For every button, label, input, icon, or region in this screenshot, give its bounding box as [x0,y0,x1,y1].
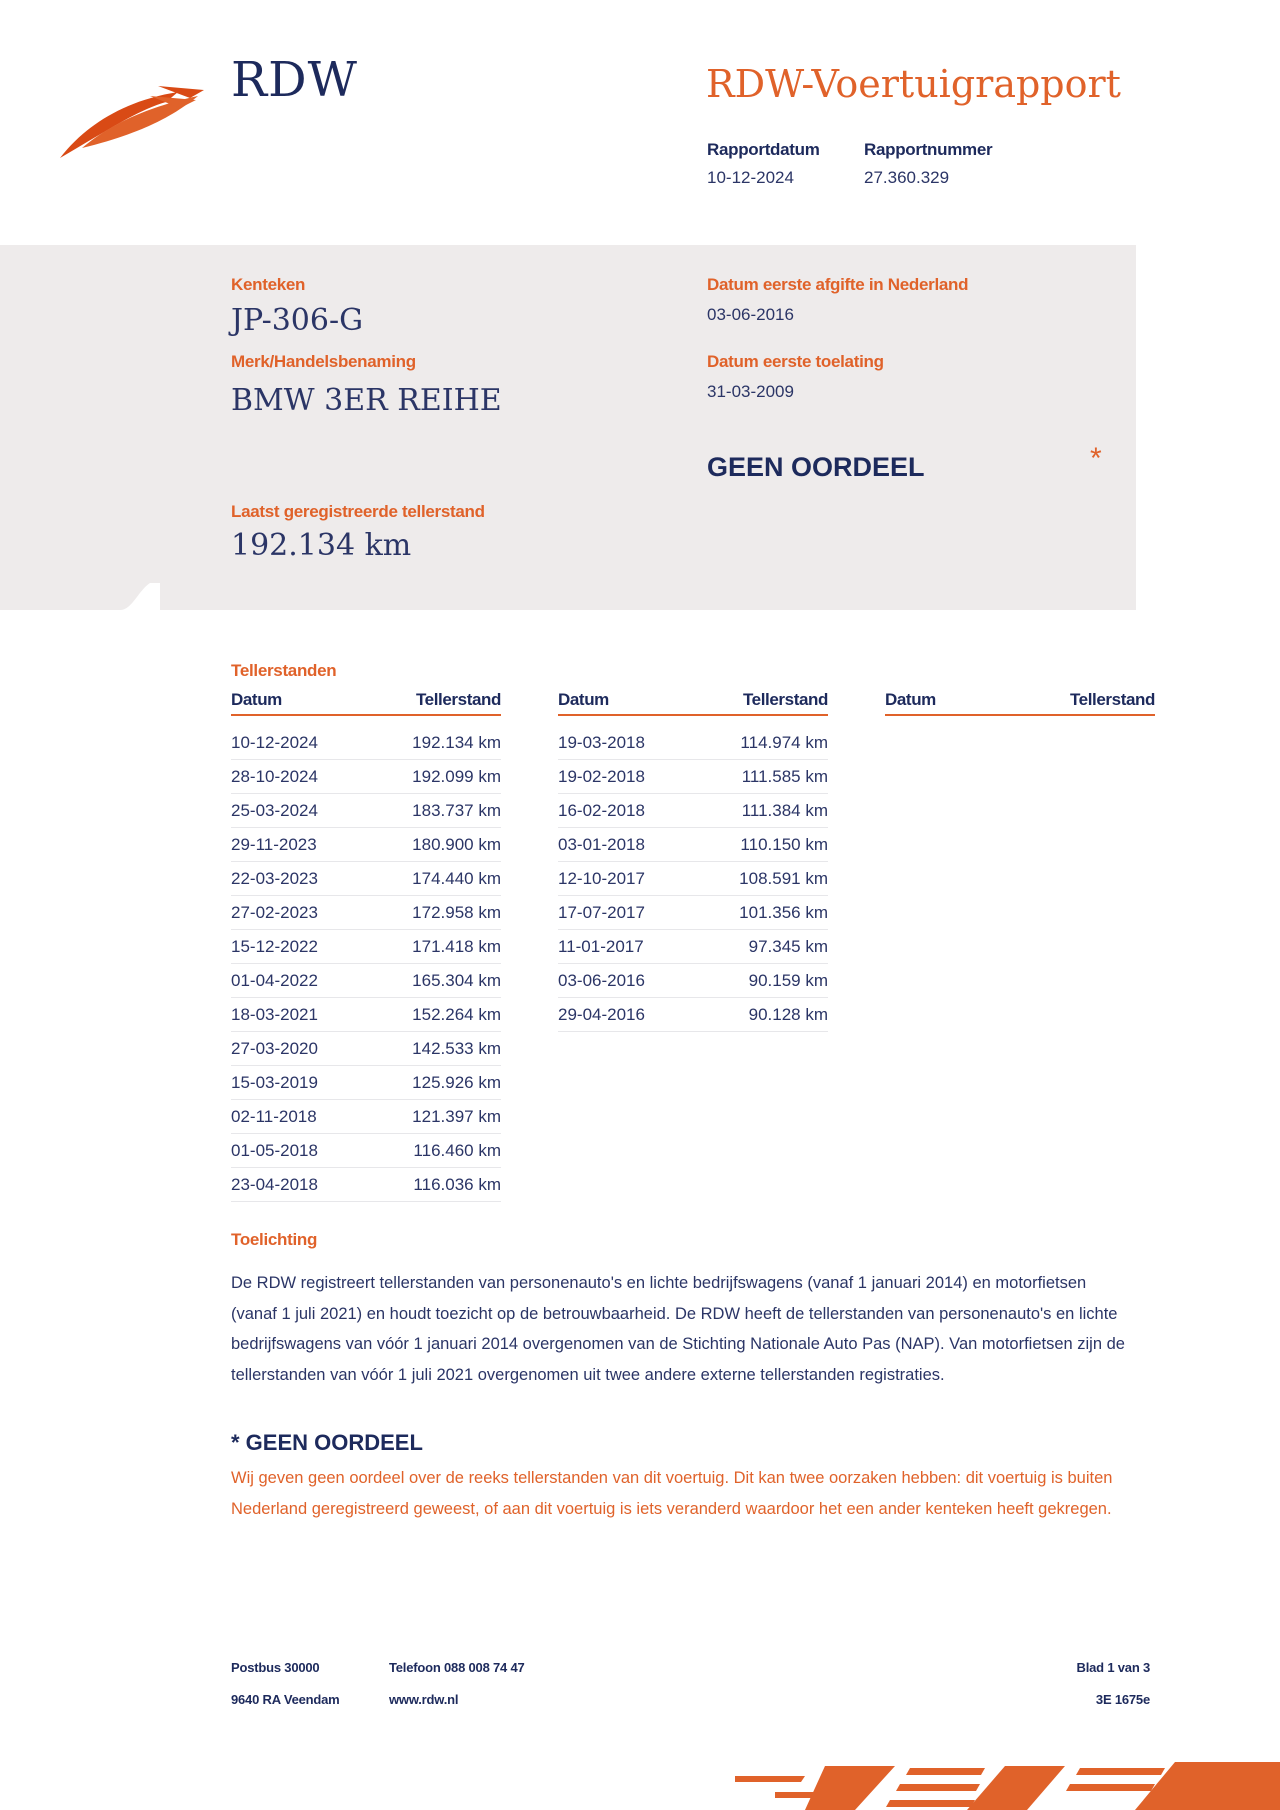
odometer-date: 01-04-2022 [231,970,318,990]
odometer-value: 90.159 km [748,970,828,990]
date-column-header: Datum [558,690,609,709]
panel-corner-cut [0,583,160,623]
odometer-value: 90.128 km [748,1004,828,1024]
table-row [231,794,501,828]
first-nl-label: Datum eerste afgifte in Nederland [707,275,969,294]
table-row [558,998,828,1032]
plate-label: Kenteken [231,275,306,294]
odometer-value: 165.304 km [412,970,501,990]
odometer-column-header [231,690,501,716]
odometer-date: 16-02-2018 [558,800,645,820]
odometer-value: 142.533 km [412,1038,501,1058]
odometer-value: 152.264 km [412,1004,501,1024]
odometer-value: 110.150 km [740,834,828,854]
table-row [231,1066,501,1100]
odometer-date: 01-05-2018 [231,1140,318,1160]
odometer-value: 192.134 km [231,528,412,563]
footer-page-number: Blad 1 van 3 [1076,1660,1150,1675]
table-row [558,760,828,794]
verdict-star-marker: * [1090,442,1102,475]
explanation-title: Toelichting [231,1230,318,1249]
odometer-value: 183.737 km [412,800,501,820]
note-title: * GEEN OORDEEL [231,1430,423,1455]
table-row [558,930,828,964]
table-row [231,896,501,930]
odometer-value: 114.974 km [740,732,828,752]
table-row [231,760,501,794]
make-label: Merk/Handelsbenaming [231,352,416,371]
odometer-rows [558,726,828,1032]
table-row [231,930,501,964]
logo-wordmark: RDW [231,52,358,108]
plate-value: JP-306-G [231,303,364,338]
decorative-stripes-icon [735,1758,1280,1810]
table-row [558,862,828,896]
odometer-value: 174.440 km [412,868,501,888]
odometer-date: 25-03-2024 [231,800,318,820]
odometer-rows [231,726,501,1202]
odometer-date: 02-11-2018 [231,1106,317,1126]
report-number: 27.360.329 [864,168,950,187]
odometer-date: 22-03-2023 [231,868,318,888]
odometer-date: 28-10-2024 [231,766,318,786]
first-admission-label: Datum eerste toelating [707,352,884,371]
table-row [231,964,501,998]
odometer-date: 03-06-2016 [558,970,645,990]
rdw-logo-icon [58,82,208,162]
table-row [231,726,501,760]
odometer-date: 15-12-2022 [231,936,318,956]
explanation-text: De RDW registreert tellerstanden van personenauto's en lichte bedrijfswagens (vanaf 1 januari 2014) en motorfietsen (vanaf 1 juli 2021) en houdt toezicht op de betrouwbaarheid. De RDW heeft de tellerstanden van personenauto's en lichte bedrijfswagens van vóór 1 januari 2014 overgenomen van de Stichting Nationale Auto Pas (NAP). Van motorfietsen zijn de tellerstanden van vóór 1 juli 2021 overgenomen uit twee andere externe tellerstanden registraties. [231,1274,1125,1384]
table-row [231,1168,501,1202]
odometer-value: 172.958 km [412,902,501,922]
odometer-date: 10-12-2024 [231,732,318,752]
odometer-date: 18-03-2021 [231,1004,318,1024]
odometer-value: 171.418 km [412,936,501,956]
report-date: 10-12-2024 [707,168,794,187]
report-date-label: Rapportdatum [707,140,820,159]
report-title: RDW-Voertuigrapport [706,62,1121,106]
verdict: GEEN OORDEEL [707,452,925,482]
odometer-date: 12-10-2017 [558,868,645,888]
odometer-value: 121.397 km [412,1106,501,1126]
odometer-date: 19-03-2018 [558,732,645,752]
footer-website[interactable]: www.rdw.nl [389,1692,459,1707]
date-column-header: Datum [885,690,936,709]
odometer-date: 03-01-2018 [558,834,645,854]
odometer-column-header [558,690,828,716]
odometer-date: 23-04-2018 [231,1174,318,1194]
first-nl-date: 03-06-2016 [707,305,794,324]
odometer-value: 192.099 km [412,766,501,786]
odometer-value: 180.900 km [412,834,501,854]
table-row [558,964,828,998]
odometer-date: 29-11-2023 [231,834,317,854]
make-value: BMW 3ER REIHE [231,383,502,418]
table-row [558,896,828,930]
table-row [558,794,828,828]
table-row [558,828,828,862]
odometer-date: 17-07-2017 [558,902,645,922]
odometer-column-1 [231,690,501,1202]
odometer-date: 27-02-2023 [231,902,318,922]
value-column-header: Tellerstand [742,690,828,709]
odometer-label: Laatst geregistreerde tellerstand [231,502,485,521]
odometer-value: 192.134 km [412,732,501,752]
odometer-date: 29-04-2016 [558,1004,645,1024]
odometer-value: 111.384 km [741,800,828,820]
odometer-column-header [885,690,1155,716]
value-column-header: Tellerstand [1069,690,1155,709]
odometer-value: 116.460 km [413,1140,501,1160]
odometer-value: 111.585 km [741,766,828,786]
first-admission-date: 31-03-2009 [707,382,794,401]
table-row [231,828,501,862]
note-text: Wij geven geen oordeel over de reeks tellerstanden van dit voertuig. Dit kan twee oorzaken hebben: dit voertuig is buiten Nederland geregistreerd geweest, of aan dit voertuig is iets veranderd waardoor het een ander kenteken heeft gekregen. [231,1469,1113,1518]
odometer-value: 101.356 km [739,902,828,922]
table-row [231,1134,501,1168]
table-row [231,998,501,1032]
odometer-value: 125.926 km [412,1072,501,1092]
value-column-header: Tellerstand [415,690,501,709]
footer-document-code: 3E 1675e [1095,1692,1150,1707]
odometer-value: 97.345 km [748,936,828,956]
table-row [231,1100,501,1134]
summary-panel [0,245,1136,610]
table-row [558,726,828,760]
odometer-column-2 [558,690,828,1032]
odometer-date: 11-01-2017 [558,936,644,956]
odometer-column-3 [885,690,1155,726]
footer-city: 9640 RA Veendam [231,1692,340,1707]
date-column-header: Datum [231,690,282,709]
odometer-date: 15-03-2019 [231,1072,318,1092]
footer-po-box: Postbus 30000 [231,1660,320,1675]
odometer-value: 108.591 km [739,868,828,888]
footer-phone: Telefoon 088 008 74 47 [389,1660,525,1675]
odometer-value: 116.036 km [413,1174,501,1194]
report-number-label: Rapportnummer [864,140,993,159]
table-row [231,1032,501,1066]
odometer-date: 27-03-2020 [231,1038,318,1058]
odometer-date: 19-02-2018 [558,766,645,786]
odometer-section-title: Tellerstanden [231,661,337,680]
table-row [231,862,501,896]
